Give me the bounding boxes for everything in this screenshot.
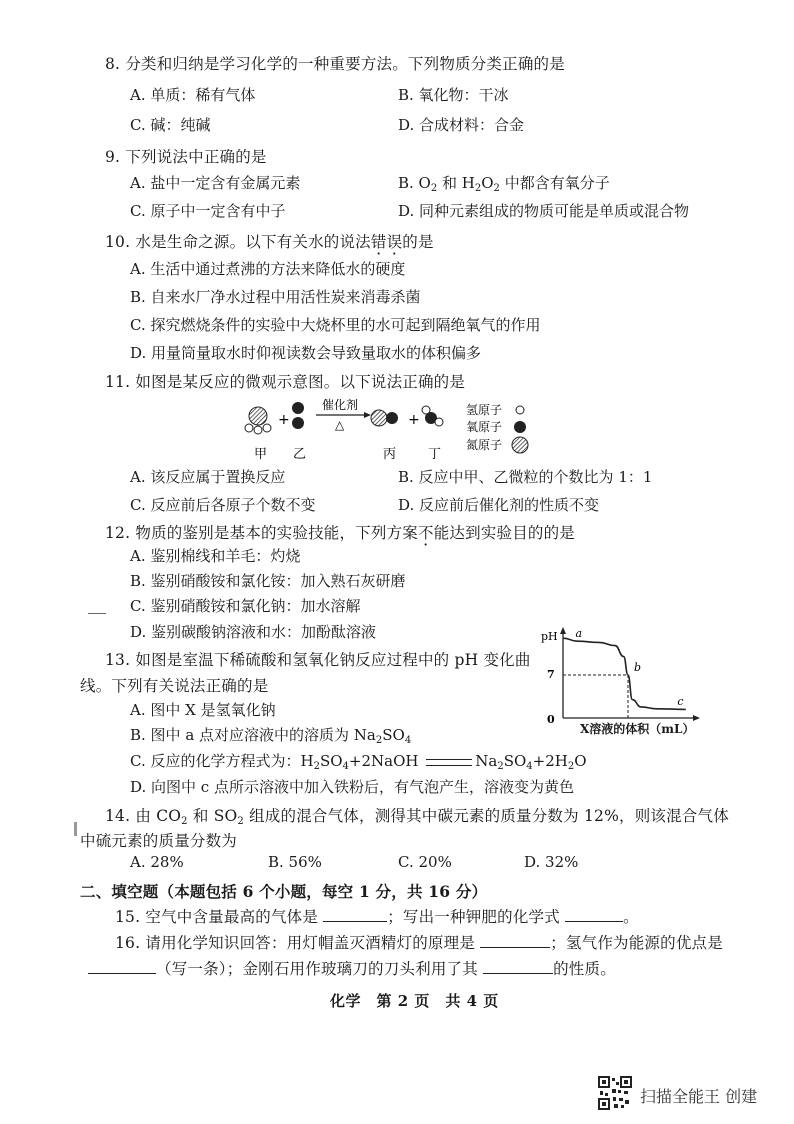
q12-option-a: A. 鉴别棉线和羊毛：灼烧 (130, 547, 301, 565)
q11-reaction-diagram (238, 396, 648, 462)
point-label-b: b (634, 661, 642, 674)
q11-option-b: B. 反应中甲、乙微粒的个数比为 1：1 (398, 468, 653, 486)
q13-option-b: B. 图中 a 点对应溶液中的溶质为 $Na_2SO_4$ (130, 726, 412, 746)
q14-option-c: C. 20% (398, 853, 452, 871)
legend-o-icon (514, 421, 526, 433)
q10-stem: 10. 水是生命之源。以下有关水的说法错误的是 (105, 233, 434, 251)
q16-blank-2[interactable] (88, 959, 156, 974)
q14-option-a: A. 28% (130, 853, 184, 871)
molecule-bing-no (371, 410, 398, 426)
q9-option-b: B. $O_2$ 和 $H_2O_2$ 中都含有氧分子 (398, 174, 610, 194)
heat-label: △ (335, 418, 345, 432)
q13-stem-line2: 线。下列有关说法正确的是 (80, 677, 269, 695)
q15: 15. 空气中含量最高的气体是 ；写出一种钾肥的化学式 。 (115, 908, 639, 926)
catalyst-label: 催化剂 (322, 398, 359, 412)
q12-option-d: D. 鉴别碳酸钠溶液和水：加酚酞溶液 (130, 623, 377, 641)
label-jia: 甲 (254, 447, 268, 462)
q14-stem-line2: 中硫元素的质量分数为 (80, 832, 238, 850)
q13-option-a: A. 图中 X 是氢氧化钠 (130, 701, 276, 719)
q8-option-d: D. 合成材料：合金 (398, 116, 525, 134)
y-tick-7: 7 (547, 668, 555, 681)
q16-blank-3[interactable] (483, 959, 553, 974)
reaction-diagram-svg (238, 396, 648, 462)
q14-option-b: B. 56% (268, 853, 322, 871)
margin-mark (88, 613, 106, 614)
molecule-jia-nh3 (245, 407, 271, 434)
point-label-c: c (677, 694, 684, 708)
molecule-ding-h2o (422, 406, 443, 426)
section-2-title: 二、填空题（本题包括 6 个小题，每空 1 分，共 16 分） (80, 882, 488, 901)
legend-h-label: 氢原子 (466, 403, 503, 417)
q8-option-c: C. 碱：纯碱 (130, 116, 211, 134)
q16-line2: （写一条）；金刚石用作玻璃刀的刀头利用了其 的性质。 (88, 957, 616, 979)
legend-h-icon (516, 406, 524, 414)
point-label-a: a (575, 627, 583, 641)
svg-text:+: + (408, 412, 420, 428)
q11-option-d: D. 反应前后催化剂的性质不变 (398, 496, 600, 514)
q10-option-c: C. 探究燃烧条件的实验中大烧杯里的水可起到隔绝氧气的作用 (130, 316, 541, 334)
q12-option-b: B. 鉴别硝酸铵和氯化铵：加入熟石灰研磨 (130, 572, 406, 590)
legend-o-label: 氧原子 (466, 420, 503, 434)
q16-line1: 16. 请用化学知识回答：用灯帽盖灭酒精灯的原理是 ；氢气作为能源的优点是 (115, 934, 723, 952)
origin-label: 0 (547, 713, 555, 726)
q14-option-d: D. 32% (524, 853, 579, 871)
q15-blank-1[interactable] (323, 907, 387, 922)
q9-option-c: C. 原子中一定含有中子 (130, 202, 286, 220)
equals-sign (426, 759, 472, 766)
q9-stem: 9. 下列说法中正确的是 (105, 148, 267, 166)
q13-stem-line1: 13. 如图是室温下稀硫酸和氢氧化钠反应过程中的 pH 变化曲 (105, 651, 531, 669)
legend-n-icon (512, 437, 528, 453)
label-ding: 丁 (428, 447, 442, 462)
q16-blank-1[interactable] (480, 933, 550, 948)
scanner-watermark: 扫描全能王 创建 (640, 1087, 758, 1106)
q8-stem: 8. 分类和归纳是学习化学的一种重要方法。下列物质分类正确的是 (105, 55, 565, 73)
x-axis-label: X溶液的体积（mL） (580, 722, 695, 736)
q9-option-a: A. 盐中一定含有金属元素 (130, 174, 301, 192)
q10-option-b: B. 自来水厂净水过程中用活性炭来消毒杀菌 (130, 288, 421, 306)
q11-stem: 11. 如图是某反应的微观示意图。以下说法正确的是 (105, 373, 466, 391)
q15-blank-2[interactable] (565, 907, 623, 922)
q13-option-c: C. 反应的化学方程式为：$H_2SO_4+2NaOH$ $Na_2SO_4+2H_2O$ (130, 752, 587, 772)
svg-text:+: + (278, 412, 290, 428)
legend-n-label: 氮原子 (466, 438, 503, 452)
molecule-yi-o2 (292, 402, 304, 429)
margin-tick (74, 822, 77, 836)
y-axis-label: pH (541, 630, 558, 643)
q8-option-a: A. 单质：稀有气体 (130, 86, 256, 104)
q10-option-a: A. 生活中通过煮沸的方法来降低水的硬度 (130, 260, 406, 278)
q10-option-d: D. 用量筒量取水时仰视读数会导致量取水的体积偏多 (130, 344, 482, 362)
qr-code-icon (598, 1076, 632, 1110)
q11-option-c: C. 反应前后各原子个数不变 (130, 496, 316, 514)
q12-option-c: C. 鉴别硝酸铵和氯化钠：加水溶解 (130, 597, 361, 615)
page-footer: 化学 第 2 页 共 4 页 (330, 992, 499, 1010)
label-bing: 丙 (383, 447, 397, 462)
ph-curve (563, 638, 686, 709)
q9-option-d: D. 同种元素组成的物质可能是单质或混合物 (398, 202, 690, 220)
q11-option-a: A. 该反应属于置换反应 (130, 468, 286, 486)
q13-option-d: D. 向图中 c 点所示溶液中加入铁粉后，有气泡产生，溶液变为黄色 (130, 778, 574, 796)
q8-option-b: B. 氧化物：干冰 (398, 86, 509, 104)
q14-stem-line1: 14. 由 $CO_2$ 和 $SO_2$ 组成的混合气体，测得其中碳元素的质量分数为 12%，则该混合气体 (105, 807, 729, 827)
label-yi: 乙 (293, 447, 307, 462)
q12-stem: 12. 物质的鉴别是基本的实验技能，下列方案不能达到实验目的的是 (105, 524, 575, 542)
